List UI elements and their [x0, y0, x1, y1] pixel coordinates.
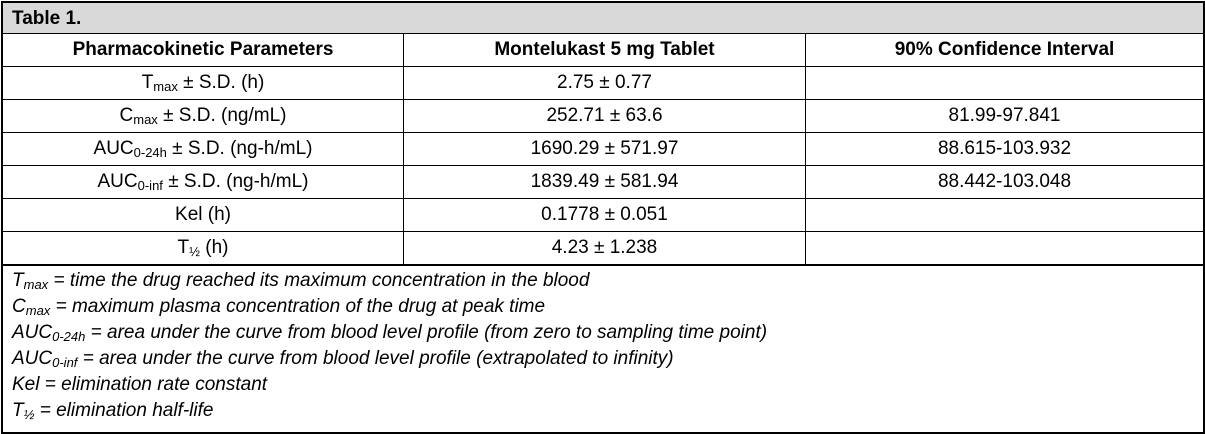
header-row — [3, 34, 1203, 67]
footnote: $T_{\frac{1}{2}}$ = elimination half-life — [12, 400, 214, 422]
value-cell: 1839.49 ± 581.94 — [404, 166, 806, 199]
table-caption: Table 1. — [3, 3, 1203, 34]
table-row — [3, 232, 1203, 265]
column-header-montelukast: Montelukast 5 mg Tablet — [404, 34, 806, 67]
footnote: Kel = elimination rate constant — [12, 374, 268, 395]
table-footnotes — [3, 265, 1203, 424]
parameter-cell: $AUC_{0-inf} \pm S.D$. (ng-h/mL) — [3, 166, 404, 199]
ci-cell — [806, 199, 1204, 232]
value-cell: 252.71 ± 63.6 — [404, 100, 806, 133]
parameter-cell: $C_{max} \pm S.D$. (ng/mL) — [3, 100, 404, 133]
ci-cell — [806, 67, 1204, 100]
footnote: $AUC_{0-inf}$ = area under the curve from blood level profile (extrapolated to infinity) — [12, 348, 674, 370]
table-row — [3, 166, 1203, 199]
parameter-cell: Kel (h) — [3, 199, 404, 232]
ci-cell: 88.442-103.048 — [806, 166, 1204, 199]
ci-cell: 88.615-103.932 — [806, 133, 1204, 166]
table-row — [3, 67, 1203, 100]
table-row — [3, 100, 1203, 133]
parameter-cell: $AUC_{0-24h} \pm S.D$. (ng-h/mL) — [3, 133, 404, 166]
ci-cell — [806, 232, 1204, 265]
footnote: $T_{max}$ = time the drug reached its maximum concentration in the blood — [12, 270, 590, 292]
column-header-parameters: Pharmacokinetic Parameters — [3, 34, 404, 67]
footnote: $C_{max}$ = maximum plasma concentration of the drug at peak time — [12, 296, 546, 318]
value-cell: 0.1778 ± 0.051 — [404, 199, 806, 232]
table-container — [1, 1, 1205, 434]
parameter-cell: $T_{max} \pm S.D$. (h) — [3, 67, 404, 100]
value-cell: 1690.29 ± 571.97 — [404, 133, 806, 166]
table-row — [3, 199, 1203, 232]
ci-cell: 81.99-97.841 — [806, 100, 1204, 133]
value-cell: 2.75 ± 0.77 — [404, 67, 806, 100]
pk-table — [3, 34, 1203, 265]
footnote: $AUC_{0-24h}$ = area under the curve from blood level profile (from zero to sampling time point) — [12, 322, 768, 344]
parameter-cell: $T_{\frac{1}{2}}$ (h) — [3, 232, 404, 265]
value-cell: 4.23 ± 1.238 — [404, 232, 806, 265]
column-header-ci: 90% Confidence Interval — [806, 34, 1204, 67]
table-row — [3, 133, 1203, 166]
